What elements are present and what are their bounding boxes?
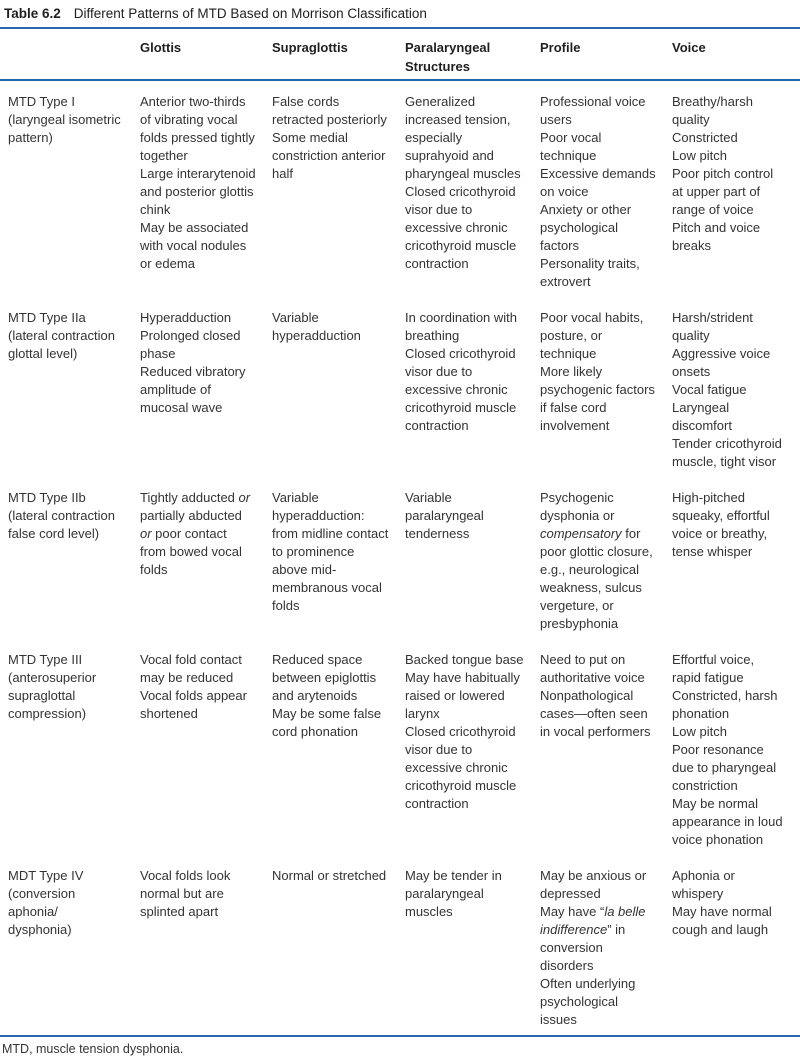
header-cell-rowlabel [0,29,140,80]
table-cell [272,477,405,639]
row-label-cell [0,297,140,477]
cell-entry: Prolonged closed phase [140,328,241,361]
table-cell [272,297,405,477]
table-row [0,477,800,639]
cell-entry: Variable hyperadduction [272,310,361,343]
cell-entry: May have normal cough and laugh [672,904,772,937]
table-row [0,855,800,1036]
table-cell [540,80,672,297]
cell-entry: Closed cricothyroid visor due to excessive chronic cricothyroid muscle contraction [405,346,517,433]
cell-entry: Laryngeal discomfort [672,400,732,433]
cell-entry: Low pitch [672,148,727,163]
mtd-classification-table [0,29,800,1037]
cell-entry: Low pitch [672,724,727,739]
cell-entry: Variable hyperadduction: from midline contact to prominence above mid-membranous vocal folds [272,490,389,613]
table-caption: Different Patterns of MTD Based on Morrison Classification [73,6,427,21]
cell-entry: Closed cricothyroid visor due to excessive chronic cricothyroid muscle contraction [405,724,517,811]
row-label-cell [0,855,140,1036]
cell-entry: May have “la belle indifference” in conversion disorders [540,904,646,973]
row-label-cell [0,477,140,639]
cell-entry: Hyperadduction [140,310,232,325]
table-footnote: MTD, muscle tension dysphonia. [2,1042,184,1056]
cell-entry: Breathy/harsh quality [672,94,753,127]
table-cell [672,477,800,639]
cell-entry: May be associated with vocal nodules or edema [140,220,249,271]
cell-entry: Professional voice users [540,94,646,127]
table-cell [405,80,540,297]
header-cell-voice: Voice [672,40,706,55]
cell-entry: Psychogenic dysphonia or compensatory for poor glottic closure, e.g., neurological weakness, sulcus vergeture, or presbyphonia [540,490,653,631]
table-title [0,3,800,29]
header-cell-supraglottis: Supraglottis [272,40,348,55]
table-cell [672,855,800,1036]
table-cell [672,639,800,855]
table-cell [405,477,540,639]
cell-entry: Anxiety or other psychological factors [540,202,632,253]
row-label-cell [0,639,140,855]
cell-entry: More likely psychogenic factors if false cord involvement [540,364,655,433]
cell-entry: May be anxious or depressed [540,868,647,901]
table-cell [672,297,800,477]
row-label-cell [0,80,140,297]
cell-entry: Reduced space between epiglottis and arytenoids [272,652,377,703]
table-cell [405,297,540,477]
header-cell-profile: Profile [540,40,581,55]
cell-entry: Vocal fold contact may be reduced [140,652,242,685]
table-cell [140,855,272,1036]
table-cell [272,639,405,855]
cell-entry: False cords retracted posteriorly [272,94,387,127]
cell-entry: May have habitually raised or lowered larynx [405,670,520,721]
cell-entry: Some medial constriction anterior half [272,130,386,181]
table-cell [140,477,272,639]
header-cell-paralaryngeal: Paralaryngeal Structures [405,40,491,74]
cell-entry: Often underlying psychological issues [540,976,636,1027]
cell-entry: Nonpathological cases—often seen in vocal performers [540,688,651,739]
cell-entry: MTD Type IIb (lateral contraction false cord level) [8,490,115,541]
cell-entry: MTD Type IIa (lateral contraction glottal level) [8,310,115,361]
cell-entry: Vocal folds look normal but are splinted apart [140,868,231,919]
cell-entry: MDT Type IV (conversion aphonia/ dysphonia) [8,868,84,937]
cell-entry: Harsh/strident quality [672,310,753,343]
table-number: Table 6.2 [4,6,61,21]
cell-entry: Closed cricothyroid visor due to excessive chronic cricothyroid muscle contraction [405,184,517,271]
cell-entry: Large interarytenoid and posterior glottis chink [140,166,256,217]
table-cell [540,855,672,1036]
cell-entry: Backed tongue base [405,652,524,667]
cell-entry: Anterior two-thirds of vibrating vocal folds pressed tightly together [140,94,255,163]
cell-entry: Tightly adducted or partially abducted or poor contact from bowed vocal folds [140,490,251,577]
table-body [0,80,800,1036]
table-cell [140,639,272,855]
cell-entry: Poor pitch control at upper part of range of voice [672,166,774,217]
table-cell [140,80,272,297]
cell-entry: Poor resonance due to pharyngeal constriction [672,742,777,793]
table-cell [540,477,672,639]
cell-entry: Aphonia or whispery [672,868,735,901]
table-cell [272,855,405,1036]
cell-entry: In coordination with breathing [405,310,518,343]
cell-entry: Personality traits, extrovert [540,256,640,289]
cell-entry: Normal or stretched [272,868,387,883]
table-header [0,29,800,80]
header-cell-glottis: Glottis [140,40,182,55]
cell-entry: Pitch and voice breaks [672,220,761,253]
cell-entry: High-pitched squeaky, effortful voice or breathy, tense whisper [672,490,770,559]
table-cell [405,855,540,1036]
cell-entry: May be tender in paralaryngeal muscles [405,868,502,919]
cell-entry: May be some false cord phonation [272,706,382,739]
header-row [0,29,800,80]
table-cell [140,297,272,477]
cell-entry: Aggressive voice onsets [672,346,771,379]
cell-entry: Generalized increased tension, especially suprahyoid and pharyngeal muscles [405,94,521,181]
table-cell [272,80,405,297]
table-row [0,297,800,477]
table-cell [540,297,672,477]
table-cell [672,80,800,297]
cell-entry: Poor vocal habits, posture, or technique [540,310,644,361]
table-cell [405,639,540,855]
cell-entry: Vocal folds appear shortened [140,688,247,721]
cell-entry: Need to put on authoritative voice [540,652,645,685]
table-row [0,80,800,297]
cell-entry: May be normal appearance in loud voice phonation [672,796,783,847]
cell-entry: Tender cricothyroid muscle, tight visor [672,436,782,469]
cell-entry: Variable paralaryngeal tenderness [405,490,484,541]
cell-entry: MTD Type I (laryngeal isometric pattern) [8,94,121,145]
cell-entry: Reduced vibratory amplitude of mucosal wave [140,364,246,415]
table-row [0,639,800,855]
cell-entry: Poor vocal technique [540,130,602,163]
cell-entry: Excessive demands on voice [540,166,656,199]
cell-entry: MTD Type III (anterosuperior supraglottal compression) [8,652,97,721]
table-cell [540,639,672,855]
cell-entry: Effortful voice, rapid fatigue [672,652,755,685]
cell-entry: Constricted [672,130,738,145]
cell-entry: Vocal fatigue [672,382,747,397]
cell-entry: Constricted, harsh phonation [672,688,778,721]
